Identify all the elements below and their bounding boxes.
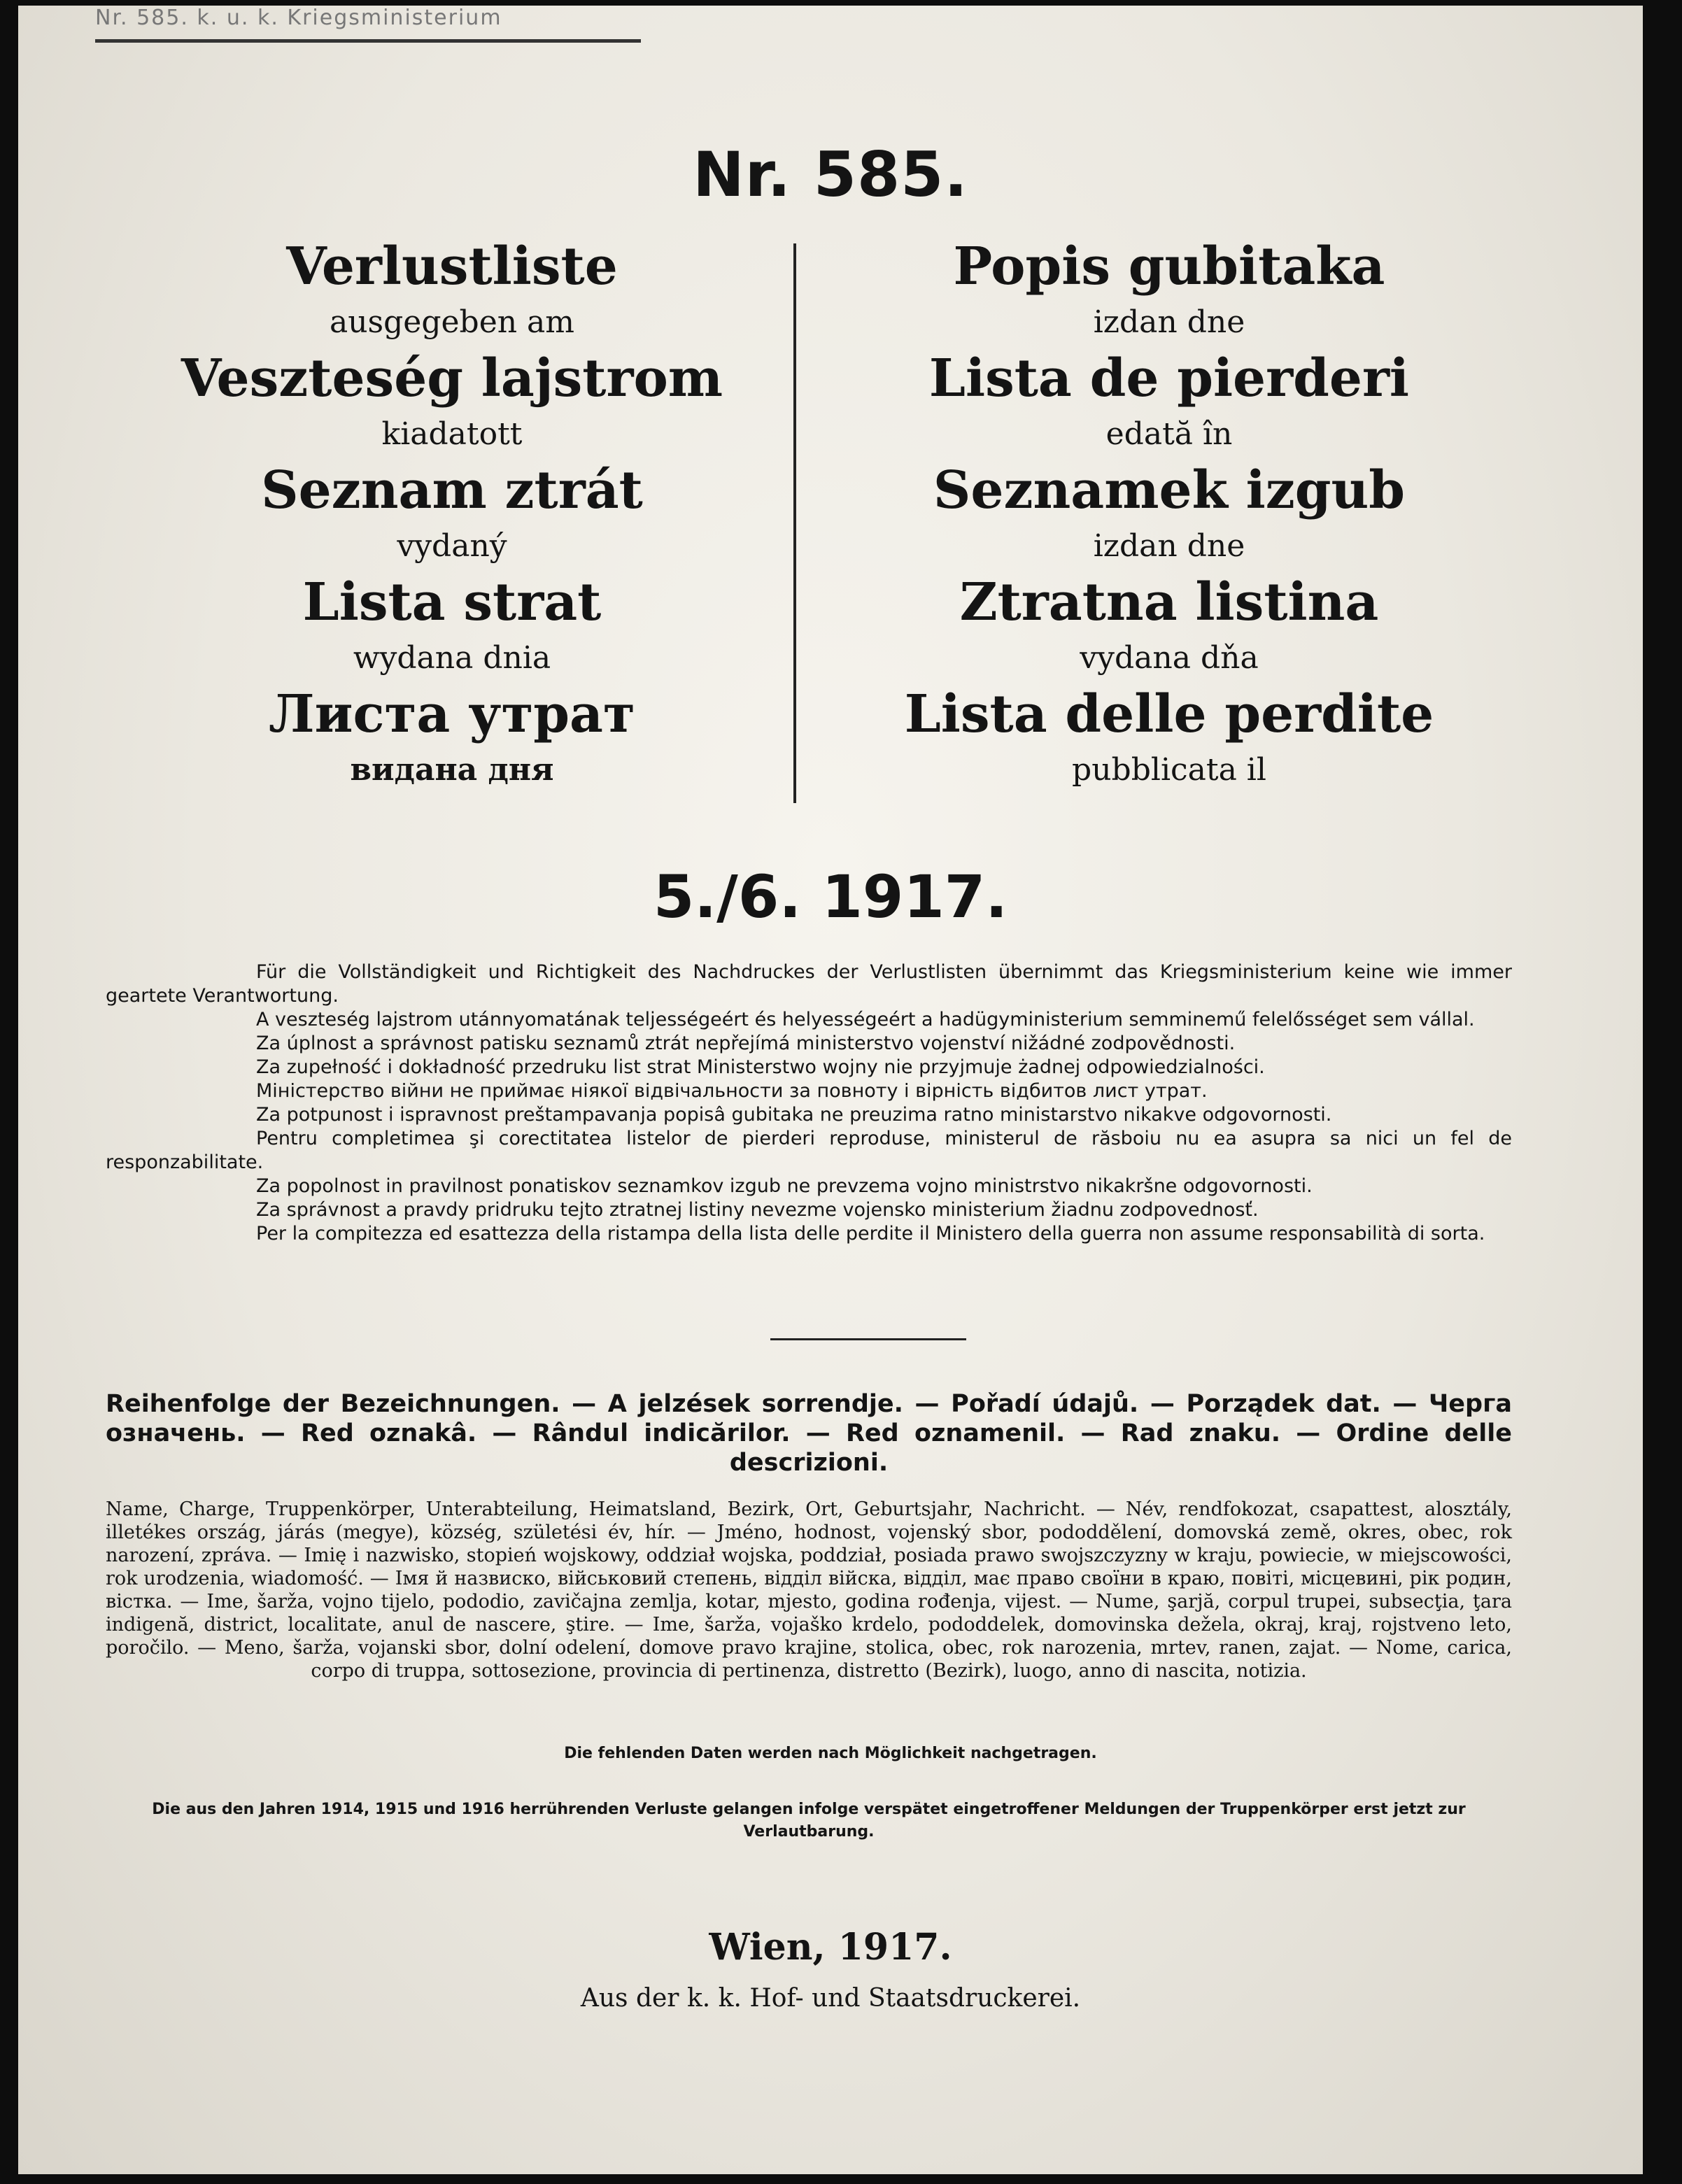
printer-imprint: Aus der k. k. Hof- und Staatsdruckerei. bbox=[580, 1984, 1081, 2013]
subtitle-romanian: edată în bbox=[1105, 416, 1233, 452]
title-czech: Seznam ztrát bbox=[261, 460, 643, 520]
disclaimer-czech: Za úplnost a správnost patisku seznamů ztrát nepřejímá ministerstvo vojenství nižádné zodpovědnosti. bbox=[256, 1033, 1236, 1054]
delayed-losses-note: Die aus den Jahren 1914, 1915 und 1916 herrührenden Verluste gelangen infolge verspätet eingetroffener Meldungen der Truppenkörper erst jetzt zur Verlautbarung. bbox=[152, 1801, 1466, 1841]
order-description: Name, Charge, Truppenkörper, Unterabteilung, Heimatsland, Bezirk, Ort, Geburtsjahr, Nachricht. — Név, rendfokozat, csapattest, alosztály, illetékes ország, járás (megye), község, születési év, hír. — Jméno, hodnost, vojenský sbor, pododdělení, domovská země, okres, obec, rok narození, zpráva. — Imię i nazwisko, stopień wojskowy, oddział wojska, poddział, posiada prawo swojszczyzny w kraju, powiecie, w miejscowości, rok urodzenia, wiadomość. — Імя й назвиско, військовий степень, відділ війска, відділ, має право своїни в краю, повіті, місцевині, рік родин, вістка. — Ime, šarža, vojno tijelo, pododio, zavičajna zemlja, kotar, mjesto, godina rođenja, vijest. — Nume, şarjă, corpul trupei, subsecţia, ţara indigenă, district, localitate, anul de nascere, ştire. — Ime, šarža, vojaško krdelo, pododdelek, domovinska dežela, okraj, kraj, rojstveno leto, poročilo. — Meno, šarža, vojanski sbor, dolní odelení, domove pravo krajine, stolica, obec, rok narozenia, mrtev, ranen, zajat. — Nome, carica, corpo di truppa, sottosezione, provincia di pertinenza, distretto (Bezirk), luogo, anno di nascita, notizia. bbox=[106, 1498, 1512, 1682]
subtitle-slovak: vydana dňa bbox=[1080, 640, 1259, 676]
disclaimer-italian: Per la compitezza ed esattezza della ristampa della lista delle perdite il Ministero della guerra non assume responsabilità di sorta. bbox=[256, 1223, 1485, 1245]
subtitle-slovenian: izdan dne bbox=[1093, 528, 1245, 564]
section-rule bbox=[770, 1338, 966, 1340]
title-croatian: Popis gubitaka bbox=[953, 236, 1385, 297]
title-hungarian: Veszteség lajstrom bbox=[181, 348, 723, 409]
column-divider bbox=[793, 243, 796, 803]
header-rule bbox=[95, 39, 641, 43]
missing-data-note: Die fehlenden Daten werden nach Möglichkeit nachgetragen. bbox=[564, 1745, 1097, 1762]
disclaimer-croatian: Za potpunost i ispravnost preštampavanja popisâ gubitaka ne preuzima ratno ministarstvo nikakve odgovornosti. bbox=[256, 1104, 1332, 1126]
disclaimer-hungarian: A veszteség lajstrom utánnyomatának teljességeért és helyességeért a hadügyministerium semminemű felelősséget sem vállal. bbox=[256, 1009, 1475, 1030]
subtitle-polish: wydana dnia bbox=[353, 640, 551, 676]
disclaimer-german: Für die Vollständigkeit und Richtigkeit des Nachdruckes der Verlustlisten übernimmt das Kriegsministerium keine wie immer geartete Verantwortung. bbox=[106, 961, 1512, 1007]
order-heading: Reihenfolge der Bezeichnungen. — A jelzések sorrendje. — Pořadí údajů. — Porządek dat. — Черга означень. — Red oznakâ. — Rândul indicărilor. — Red oznamenil. — Rad znaku. — Ordine delle descrizioni. bbox=[106, 1390, 1512, 1477]
title-slovak: Ztratna listina bbox=[959, 572, 1379, 632]
title-polish: Lista strat bbox=[302, 572, 602, 632]
subtitle-italian: pubblicata il bbox=[1072, 752, 1266, 788]
disclaimer-block bbox=[106, 960, 1512, 1246]
disclaimer-slovak: Za správnost a pravdy pridruku tejto ztratnej listiny nevezme vojensko ministerium žiadnu zodpovednosť. bbox=[256, 1199, 1259, 1221]
disclaimer-polish: Za zupełność i dokładność przedruku list strat Ministerstwo wojny nie przyjmuje żadnej odpowiedzialności. bbox=[256, 1056, 1265, 1078]
subtitle-croatian: izdan dne bbox=[1093, 304, 1245, 340]
disclaimer-ruthenian: Міністерство війни не приймає ніякої відвічальности за повноту і вірність відбитов лист утрат. bbox=[256, 1080, 1208, 1102]
titles-right-column bbox=[819, 236, 1519, 796]
disclaimer-romanian: Pentru completimea şi corectitatea listelor de pierderi reproduse, ministerul de răsboiu nu ea asupra sa nici un fel de responzabilitate. bbox=[106, 1128, 1512, 1173]
disclaimer-slovenian: Za popolnost in pravilnost ponatiskov seznamkov izgub ne prevzema vojno ministrstvo nikakršne odgovornosti. bbox=[256, 1175, 1313, 1197]
subtitle-hungarian: kiadatott bbox=[381, 416, 523, 452]
subtitle-czech: vydaný bbox=[397, 528, 507, 564]
title-german: Verlustliste bbox=[286, 236, 618, 297]
title-romanian: Lista de pierderi bbox=[928, 348, 1410, 409]
titles-left-column bbox=[102, 236, 802, 796]
title-ruthenian: Листа утрат bbox=[269, 684, 635, 744]
issue-date: 5./6. 1917. bbox=[653, 863, 1008, 931]
subtitle-german: ausgegeben am bbox=[329, 304, 575, 340]
title-slovenian: Seznamek izgub bbox=[933, 460, 1406, 520]
document-page bbox=[18, 6, 1643, 2174]
place-year: Wien, 1917. bbox=[709, 1926, 952, 1969]
running-head: Nr. 585. k. u. k. Kriegsministerium bbox=[95, 6, 502, 30]
list-number: Nr. 585. bbox=[693, 139, 968, 211]
title-italian: Lista delle perdite bbox=[904, 684, 1434, 744]
subtitle-ruthenian: видана дня bbox=[350, 752, 554, 788]
